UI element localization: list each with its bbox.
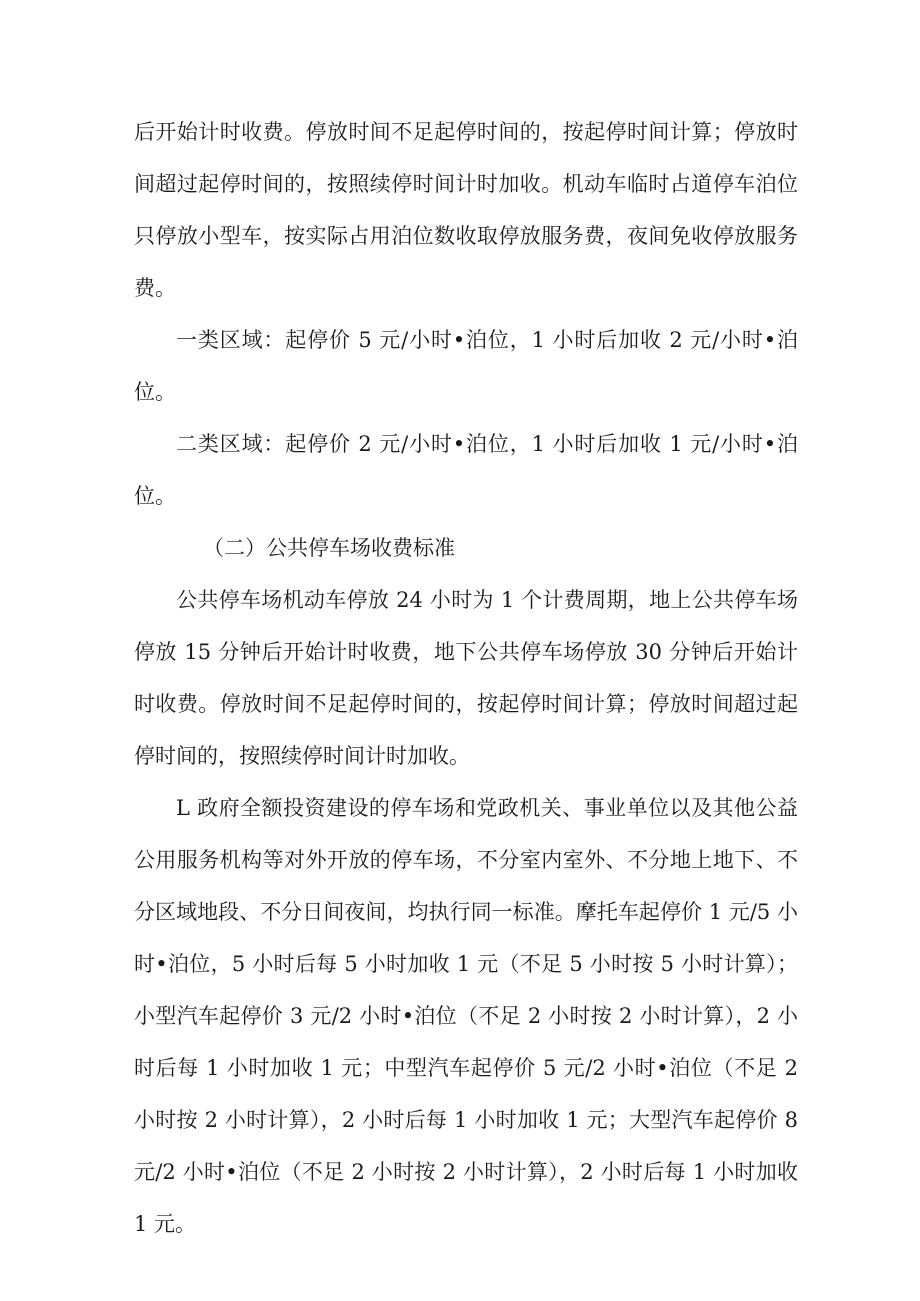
document-page	[134, 106, 798, 1250]
paragraph-government-parking-rates: L 政府全额投资建设的停车场和党政机关、事业单位以及其他公益公用服务机构等对外开放的停车场，不分室内室外、不分地上地下、不分区域地段、不分日间夜间，均执行同一标准。摩托车起停价 1 元/5 小时•泊位，5 小时后每 5 小时加收 1 元（不足 5 小时按 5 小时计算）；小型汽车起停价 3 元/2 小时•泊位（不足 2 小时按 2 小时计算），2 小时后每 1 小时加收 1 元；中型汽车起停价 5 元/2 小时•泊位（不足 2 小时按 2 小时计算），2 小时后每 1 小时加收 1 元；大型汽车起停价 8 元/2 小时•泊位（不足 2 小时按 2 小时计算），2 小时后每 1 小时加收 1 元。	[134, 796, 798, 1236]
section-heading-public-parking: （二）公共停车场收费标准	[203, 536, 455, 560]
paragraph-public-parking-cycle: 公共停车场机动车停放 24 小时为 1 个计费周期，地上公共停车场停放 15 分钟后开始计时收费，地下公共停车场停放 30 分钟后开始计时收费。停放时间不足起停时间的，按起停时间计算；停放时间超过起停时间的，按照续停时间计时加收。	[134, 588, 798, 768]
paragraph-zone-one-rate: 一类区域：起停价 5 元/小时•泊位，1 小时后加收 2 元/小时•泊位。	[134, 328, 798, 404]
paragraph-zone-two-rate: 二类区域：起停价 2 元/小时•泊位，1 小时后加收 1 元/小时•泊位。	[134, 432, 798, 508]
paragraph-fee-rules-continued: 后开始计时收费。停放时间不足起停时间的，按起停时间计算；停放时间超过起停时间的，按照续停时间计时加收。机动车临时占道停车泊位只停放小型车，按实际占用泊位数收取停放服务费，夜间免收停放服务费。	[134, 120, 798, 300]
